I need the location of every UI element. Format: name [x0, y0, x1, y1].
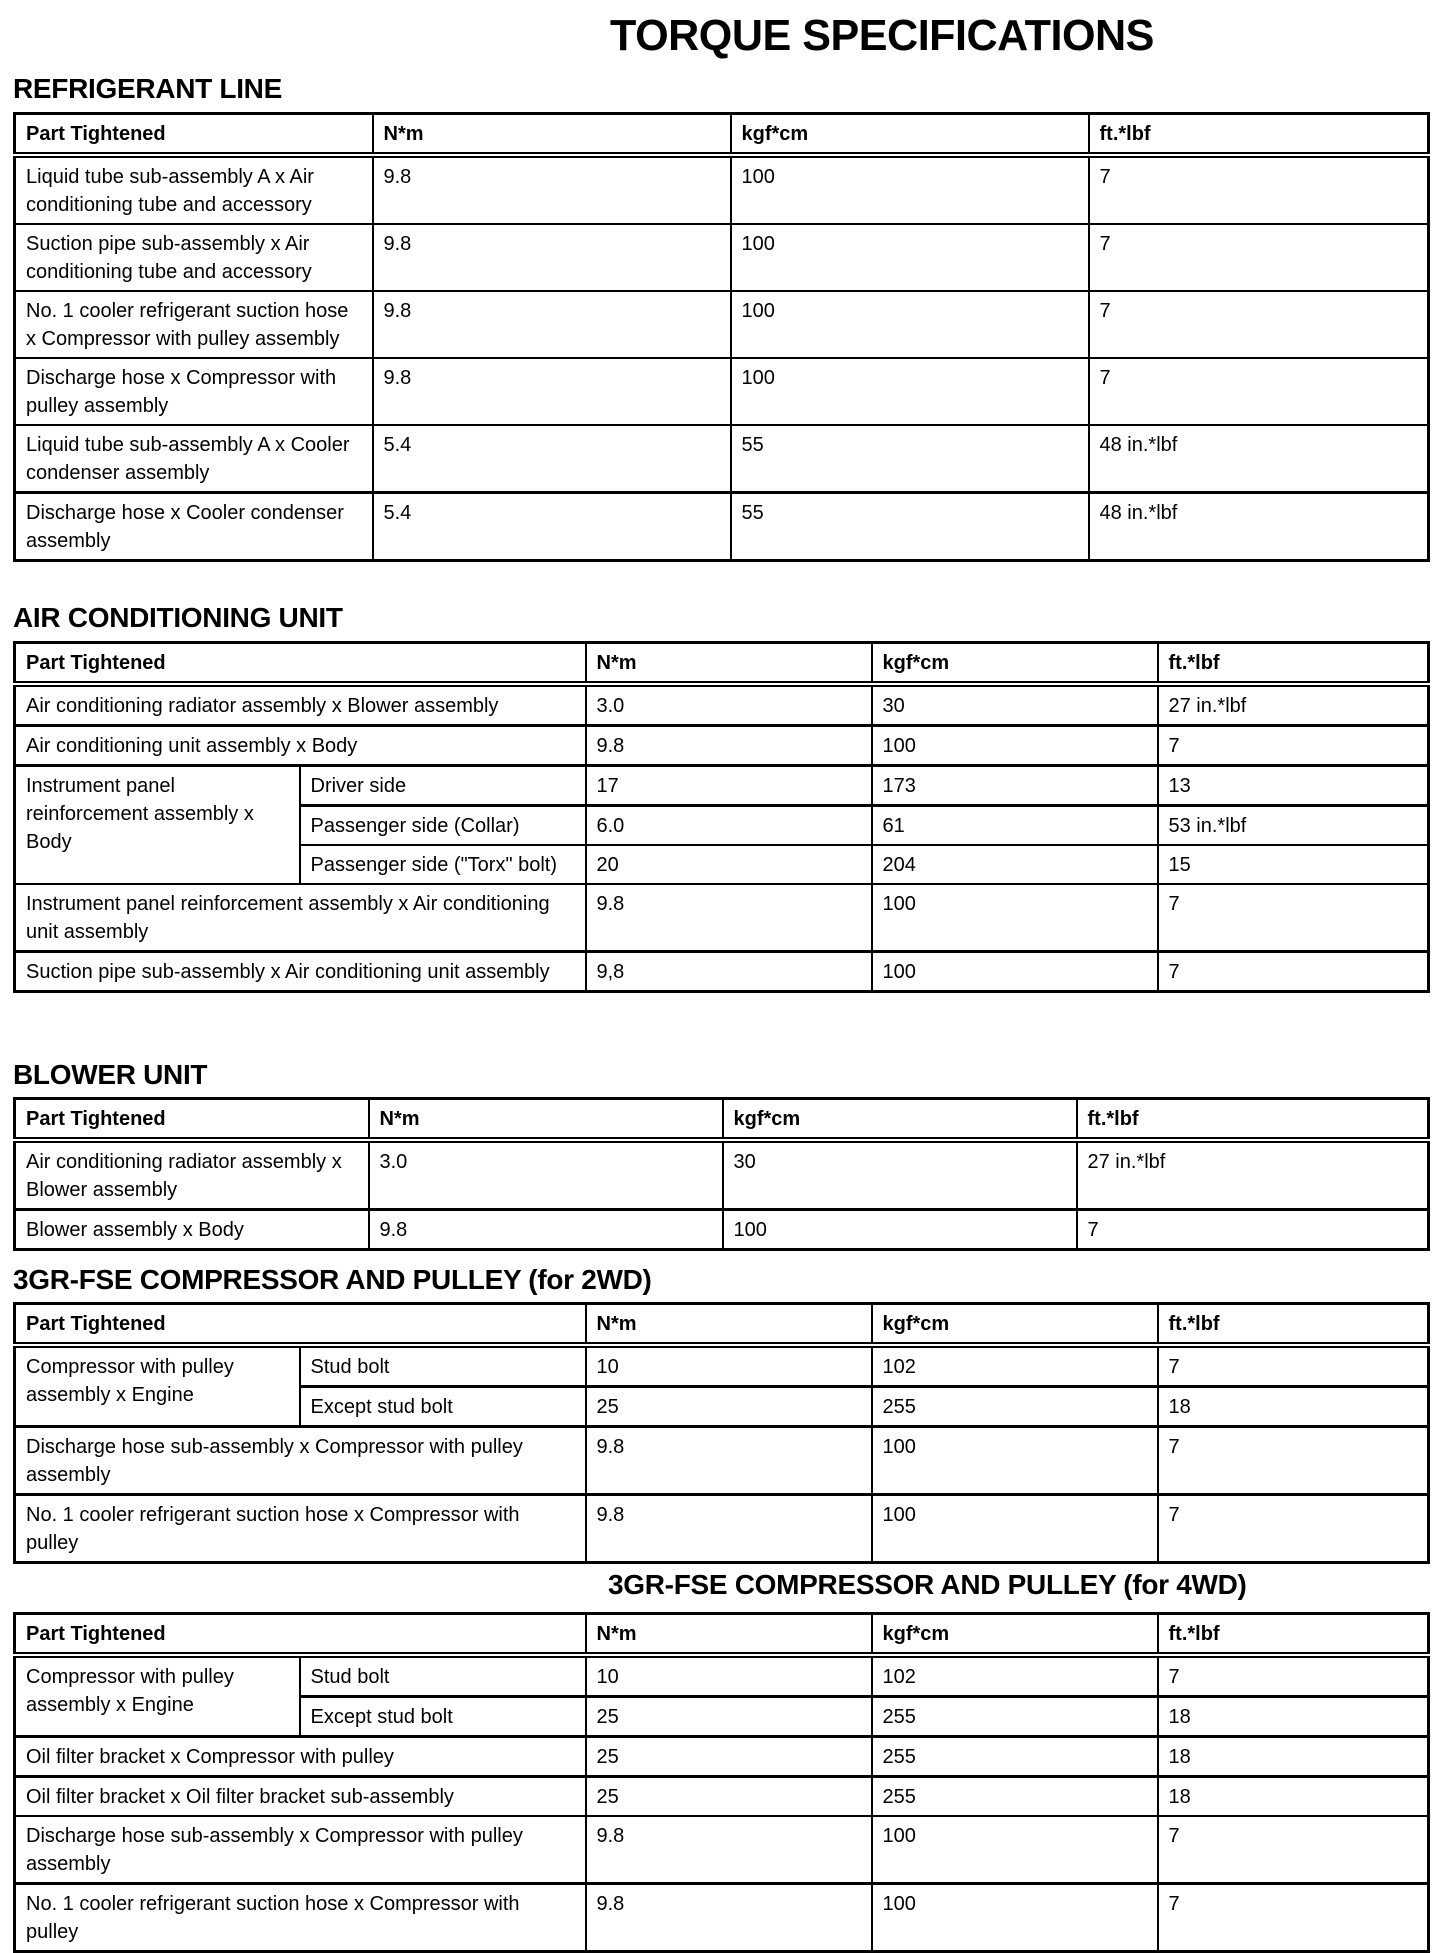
- compressor-4wd-table: [13, 1612, 1430, 1953]
- table-header-row: [15, 1614, 1429, 1656]
- cell-ftlbf: 7: [1158, 1816, 1429, 1884]
- column-header-kgf: kgf*cm: [723, 1099, 1077, 1141]
- cell-ftlbf: 7: [1089, 155, 1429, 224]
- table-header-row: [15, 643, 1429, 685]
- cell-kgf: 100: [872, 1884, 1158, 1952]
- cell-part: Discharge hose x Cooler condenser assembly: [15, 493, 373, 561]
- table-row: [15, 726, 1429, 766]
- section-title-air-conditioning-unit: AIR CONDITIONING UNIT: [13, 602, 343, 633]
- table-row: [15, 766, 1429, 806]
- column-header-ftlbf: ft.*lbf: [1158, 643, 1429, 685]
- cell-ftlbf: 7: [1089, 358, 1429, 425]
- cell-kgf: 100: [872, 1816, 1158, 1884]
- cell-nm: 3.0: [369, 1140, 723, 1210]
- cell-kgf: 55: [731, 493, 1089, 561]
- cell-nm: 9.8: [373, 291, 731, 358]
- cell-ftlbf: 18: [1158, 1697, 1429, 1737]
- cell-part: Liquid tube sub-assembly A x Air conditioning tube and accessory: [15, 155, 373, 224]
- cell-kgf: 100: [872, 884, 1158, 952]
- table-row: [15, 1345, 1429, 1387]
- cell-nm: 10: [586, 1345, 872, 1387]
- column-header-ftlbf: ft.*lbf: [1158, 1614, 1429, 1656]
- section-title-blower-unit: BLOWER UNIT: [13, 1059, 208, 1090]
- cell-ftlbf: 7: [1077, 1210, 1429, 1250]
- cell-part: Instrument panel reinforcement assembly x Air conditioning unit assembly: [15, 884, 586, 952]
- column-header-part: Part Tightened: [15, 643, 586, 685]
- cell-nm: 17: [586, 766, 872, 806]
- cell-kgf: 255: [872, 1777, 1158, 1817]
- cell-ftlbf: 7: [1158, 726, 1429, 766]
- cell-part: Discharge hose x Compressor with pulley assembly: [15, 358, 373, 425]
- cell-part: Suction pipe sub-assembly x Air conditioning unit assembly: [15, 952, 586, 992]
- air-conditioning-unit-table: [13, 641, 1430, 993]
- cell-part: No. 1 cooler refrigerant suction hose x Compressor with pulley: [15, 1884, 586, 1952]
- cell-nm: 5.4: [373, 425, 731, 493]
- cell-part: Discharge hose sub-assembly x Compressor with pulley assembly: [15, 1427, 586, 1495]
- cell-ftlbf: 13: [1158, 766, 1429, 806]
- cell-part: Air conditioning radiator assembly x Blower assembly: [15, 1140, 369, 1210]
- cell-nm: 9.8: [373, 358, 731, 425]
- table-row: [15, 1427, 1429, 1495]
- table-row: [15, 1140, 1429, 1210]
- cell-kgf: 100: [872, 726, 1158, 766]
- column-header-kgf: kgf*cm: [872, 1614, 1158, 1656]
- cell-part: Suction pipe sub-assembly x Air conditioning tube and accessory: [15, 224, 373, 291]
- cell-ftlbf: 7: [1158, 1427, 1429, 1495]
- cell-kgf: 255: [872, 1737, 1158, 1777]
- table-row: [15, 1777, 1429, 1817]
- cell-nm: 9.8: [586, 726, 872, 766]
- compressor-2wd-table: [13, 1302, 1430, 1564]
- table-header-row: [15, 1099, 1429, 1141]
- cell-nm: 9.8: [369, 1210, 723, 1250]
- cell-part: Compressor with pulley assembly x Engine: [15, 1345, 300, 1427]
- cell-ftlbf: 7: [1158, 1884, 1429, 1952]
- column-header-part: Part Tightened: [15, 1614, 586, 1656]
- cell-part: Liquid tube sub-assembly A x Cooler condenser assembly: [15, 425, 373, 493]
- cell-part: No. 1 cooler refrigerant suction hose x Compressor with pulley assembly: [15, 291, 373, 358]
- cell-ftlbf: 7: [1158, 884, 1429, 952]
- cell-nm: 9.8: [373, 224, 731, 291]
- cell-ftlbf: 27 in.*lbf: [1158, 684, 1429, 726]
- cell-nm: 9,8: [586, 952, 872, 992]
- cell-nm: 9.8: [586, 1495, 872, 1563]
- cell-kgf: 100: [731, 291, 1089, 358]
- cell-nm: 25: [586, 1697, 872, 1737]
- section-title-refrigerant-line: REFRIGERANT LINE: [13, 73, 282, 104]
- cell-sub-part: Stud bolt: [300, 1655, 586, 1697]
- cell-kgf: 102: [872, 1655, 1158, 1697]
- cell-kgf: 30: [872, 684, 1158, 726]
- cell-sub-part: Passenger side ("Torx" bolt): [300, 845, 586, 884]
- table-header-row: [15, 114, 1429, 156]
- page-title: TORQUE SPECIFICATIONS: [610, 11, 1154, 60]
- table-header-row: [15, 1304, 1429, 1346]
- column-header-nm: N*m: [369, 1099, 723, 1141]
- cell-nm: 9.8: [586, 884, 872, 952]
- table-row: [15, 952, 1429, 992]
- table-row: [15, 1495, 1429, 1563]
- cell-nm: 9.8: [373, 155, 731, 224]
- cell-nm: 25: [586, 1737, 872, 1777]
- cell-nm: 5.4: [373, 493, 731, 561]
- cell-kgf: 100: [723, 1210, 1077, 1250]
- cell-nm: 9.8: [586, 1884, 872, 1952]
- column-header-nm: N*m: [586, 643, 872, 685]
- cell-nm: 25: [586, 1777, 872, 1817]
- cell-ftlbf: 15: [1158, 845, 1429, 884]
- column-header-nm: N*m: [373, 114, 731, 156]
- cell-kgf: 61: [872, 806, 1158, 846]
- cell-ftlbf: 48 in.*lbf: [1089, 493, 1429, 561]
- cell-nm: 3.0: [586, 684, 872, 726]
- cell-kgf: 255: [872, 1697, 1158, 1737]
- column-header-ftlbf: ft.*lbf: [1077, 1099, 1429, 1141]
- column-header-nm: N*m: [586, 1304, 872, 1346]
- cell-sub-part: Except stud bolt: [300, 1697, 586, 1737]
- cell-kgf: 204: [872, 845, 1158, 884]
- cell-part: Discharge hose sub-assembly x Compressor with pulley assembly: [15, 1816, 586, 1884]
- column-header-nm: N*m: [586, 1614, 872, 1656]
- column-header-ftlbf: ft.*lbf: [1158, 1304, 1429, 1346]
- table-row: [15, 1816, 1429, 1884]
- cell-part: Oil filter bracket x Compressor with pulley: [15, 1737, 586, 1777]
- column-header-part: Part Tightened: [15, 1304, 586, 1346]
- cell-part: Compressor with pulley assembly x Engine: [15, 1655, 300, 1737]
- table-row: [15, 1210, 1429, 1250]
- cell-ftlbf: 48 in.*lbf: [1089, 425, 1429, 493]
- section-title-compressor-2wd: 3GR-FSE COMPRESSOR AND PULLEY (for 2WD): [13, 1264, 652, 1295]
- column-header-ftlbf: ft.*lbf: [1089, 114, 1429, 156]
- cell-ftlbf: 7: [1158, 952, 1429, 992]
- table-row: [15, 425, 1429, 493]
- cell-kgf: 55: [731, 425, 1089, 493]
- cell-part: Blower assembly x Body: [15, 1210, 369, 1250]
- cell-kgf: 173: [872, 766, 1158, 806]
- cell-kgf: 102: [872, 1345, 1158, 1387]
- cell-kgf: 100: [731, 358, 1089, 425]
- cell-part: Air conditioning radiator assembly x Blower assembly: [15, 684, 586, 726]
- table-row: [15, 684, 1429, 726]
- cell-nm: 9.8: [586, 1427, 872, 1495]
- cell-ftlbf: 18: [1158, 1387, 1429, 1427]
- table-row: [15, 493, 1429, 561]
- cell-nm: 20: [586, 845, 872, 884]
- column-header-kgf: kgf*cm: [872, 1304, 1158, 1346]
- blower-unit-table: [13, 1097, 1430, 1251]
- cell-kgf: 100: [872, 952, 1158, 992]
- cell-ftlbf: 18: [1158, 1737, 1429, 1777]
- cell-kgf: 255: [872, 1387, 1158, 1427]
- table-row: [15, 1737, 1429, 1777]
- table-row: [15, 291, 1429, 358]
- cell-ftlbf: 7: [1089, 224, 1429, 291]
- column-header-kgf: kgf*cm: [731, 114, 1089, 156]
- cell-kgf: 100: [872, 1495, 1158, 1563]
- cell-kgf: 100: [731, 224, 1089, 291]
- cell-part: Air conditioning unit assembly x Body: [15, 726, 586, 766]
- table-row: [15, 155, 1429, 224]
- cell-sub-part: Passenger side (Collar): [300, 806, 586, 846]
- table-row: [15, 1655, 1429, 1697]
- table-row: [15, 224, 1429, 291]
- cell-ftlbf: 27 in.*lbf: [1077, 1140, 1429, 1210]
- cell-nm: 6.0: [586, 806, 872, 846]
- cell-ftlbf: 7: [1158, 1655, 1429, 1697]
- section-title-compressor-4wd: 3GR-FSE COMPRESSOR AND PULLEY (for 4WD): [608, 1569, 1247, 1600]
- cell-ftlbf: 7: [1089, 291, 1429, 358]
- column-header-kgf: kgf*cm: [872, 643, 1158, 685]
- table-row: [15, 884, 1429, 952]
- cell-nm: 25: [586, 1387, 872, 1427]
- cell-kgf: 100: [731, 155, 1089, 224]
- cell-kgf: 30: [723, 1140, 1077, 1210]
- cell-kgf: 100: [872, 1427, 1158, 1495]
- cell-ftlbf: 7: [1158, 1495, 1429, 1563]
- cell-sub-part: Stud bolt: [300, 1345, 586, 1387]
- refrigerant-line-table: [13, 112, 1430, 562]
- cell-nm: 10: [586, 1655, 872, 1697]
- table-row: [15, 358, 1429, 425]
- cell-sub-part: Driver side: [300, 766, 586, 806]
- cell-ftlbf: 53 in.*lbf: [1158, 806, 1429, 846]
- cell-part: No. 1 cooler refrigerant suction hose x Compressor with pulley: [15, 1495, 586, 1563]
- table-row: [15, 1884, 1429, 1952]
- cell-sub-part: Except stud bolt: [300, 1387, 586, 1427]
- cell-nm: 9.8: [586, 1816, 872, 1884]
- column-header-part: Part Tightened: [15, 1099, 369, 1141]
- cell-ftlbf: 18: [1158, 1777, 1429, 1817]
- column-header-part: Part Tightened: [15, 114, 373, 156]
- cell-ftlbf: 7: [1158, 1345, 1429, 1387]
- cell-part: Instrument panel reinforcement assembly x Body: [15, 766, 300, 885]
- cell-part: Oil filter bracket x Oil filter bracket sub-assembly: [15, 1777, 586, 1817]
